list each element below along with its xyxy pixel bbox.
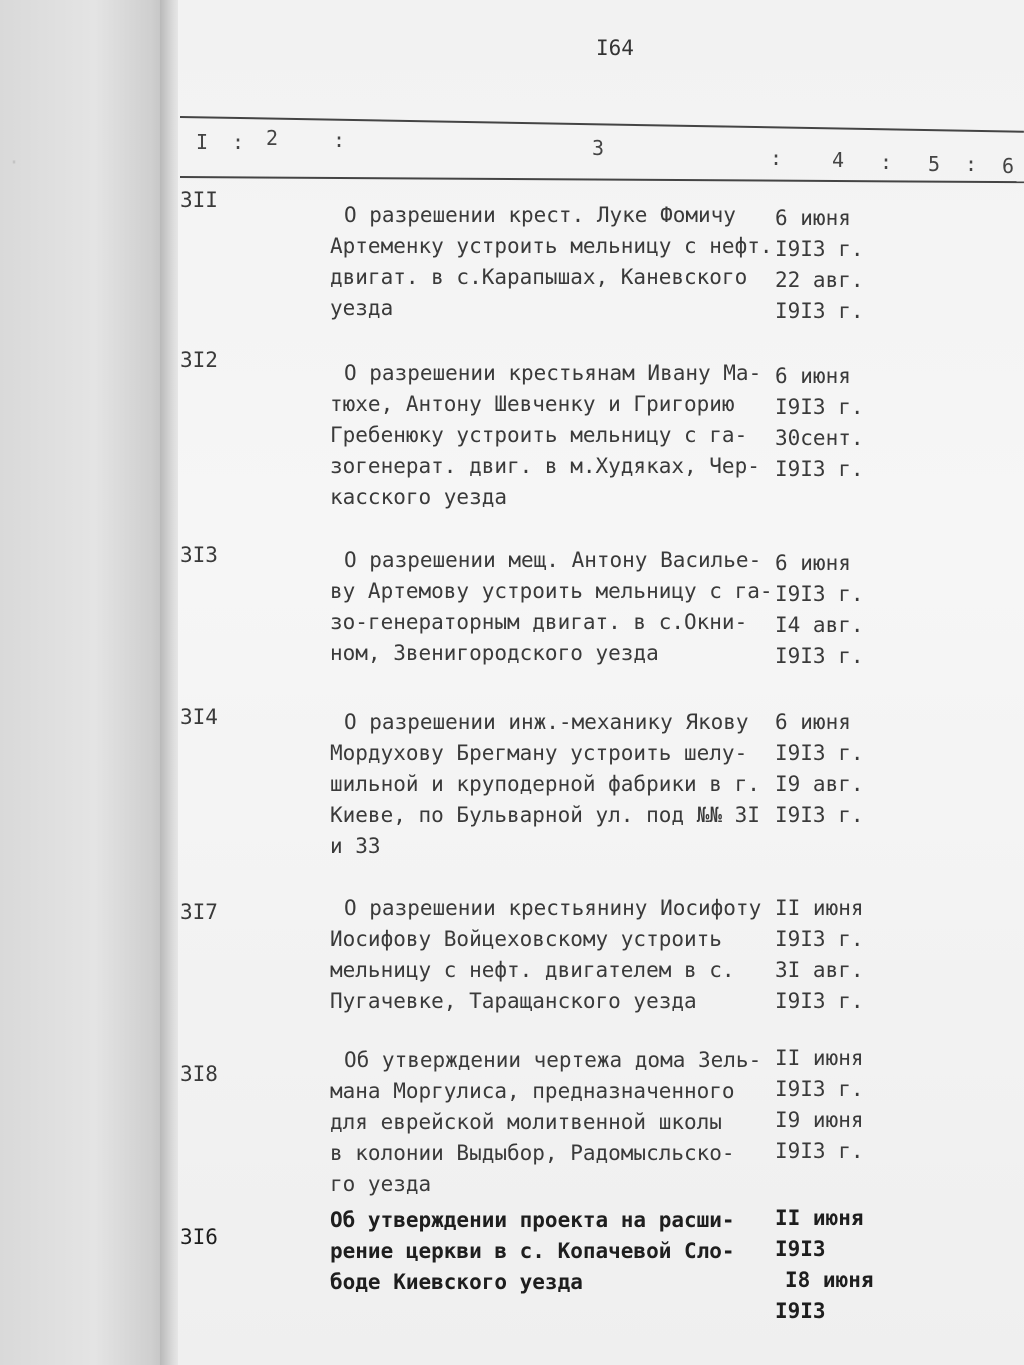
column-separator: : — [965, 152, 978, 176]
entry-text-line: боде Киевского уезда — [330, 1270, 583, 1294]
entry-date-line: I9I3 г. — [775, 299, 864, 323]
entry-text-line: го уезда — [330, 1172, 432, 1196]
entry-number: 3I2 — [180, 348, 218, 372]
entry-date-line: 6 июня — [775, 206, 851, 230]
entry-text-line: Иосифову Войцеховскому устроить — [330, 927, 722, 951]
entry-text-line: мельницу с нефт. двигателем в с. — [330, 958, 735, 982]
entry-date-line: 3I авг. — [775, 958, 864, 982]
entry-date-line: I9 июня — [775, 1108, 864, 1132]
column-header-4: 4 — [832, 148, 845, 172]
entry-text-line: О разрешении крестьянам Ивану Ма- — [344, 361, 762, 385]
entry-text-line: уезда — [330, 296, 394, 320]
entry-number: 3I8 — [180, 1062, 218, 1086]
entry-date-line: I9I3 г. — [775, 395, 864, 419]
column-header-1: I — [196, 130, 209, 154]
column-header-2: 2 — [266, 126, 279, 150]
entry-text-line: О разрешении инж.-механику Якову — [344, 710, 749, 734]
entry-text — [330, 707, 770, 862]
entry-text-line: О разрешении крестьянину Иосифоту — [344, 896, 762, 920]
column-header-5: 5 — [928, 152, 941, 176]
entry-number: 3I7 — [180, 900, 218, 924]
entry-number: 3I3 — [180, 543, 218, 567]
entry-text-line: касского уезда — [330, 485, 508, 509]
column-separator: : — [770, 146, 783, 170]
entry-date-line: I9I3 г. — [775, 1077, 864, 1101]
entry-text-line: Киеве, по Бульварной ул. под №№ 3I — [330, 803, 760, 827]
entry-dates — [775, 203, 875, 327]
column-separator: : — [880, 150, 893, 174]
column-separator: : — [333, 128, 346, 152]
entry-text — [330, 893, 770, 1017]
entry-dates — [775, 893, 875, 1017]
entry-text-line: Об утверждении чертежа дома Зель- — [344, 1048, 762, 1072]
entry-dates — [775, 707, 875, 831]
entry-number: 3I4 — [180, 705, 218, 729]
entry-text-line: Об утверждении проекта на расши- — [330, 1208, 735, 1232]
page-number: I64 — [596, 36, 634, 60]
entry-text-line: тюхе, Антону Шевченку и Григорию — [330, 392, 735, 416]
entry-date-line: I9 авг. — [775, 772, 864, 796]
entry-text-line: Мордухову Брегману устроить шелу- — [330, 741, 748, 765]
entry-dates — [775, 1203, 875, 1327]
entry-date-line: II июня — [775, 1046, 864, 1070]
entry-text — [330, 1205, 770, 1298]
entry-number: 3II — [180, 188, 218, 212]
entry-date-line: I9I3 г. — [775, 989, 864, 1013]
entry-text-line: О разрешении крест. Луке Фомичу — [344, 203, 736, 227]
entry-text-line: Артеменку устроить мельницу с нефт. — [330, 234, 773, 258]
entry-date-line: I9I3 г. — [775, 457, 864, 481]
entry-date-line: I9I3 г. — [775, 1139, 864, 1163]
bleed-through-text: · — [8, 150, 22, 174]
entry-date-line: I9I3 г. — [775, 582, 864, 606]
entry-date-line: I9I3 — [775, 1237, 826, 1261]
entry-text-line: двигат. в с.Карапышах, Каневского — [330, 265, 748, 289]
entry-date-line: I9I3 г. — [775, 803, 864, 827]
entry-text-line: Гребенюку устроить мельницу с га- — [330, 423, 748, 447]
entry-text-line: ву Артемову устроить мельницу с га- — [330, 579, 773, 603]
entry-dates — [775, 361, 875, 485]
entry-date-line: 30сент. — [775, 426, 864, 450]
entry-text-line: зогенерат. двиг. в м.Худяках, Чер- — [330, 454, 760, 478]
entry-date-line: II июня — [775, 1206, 864, 1230]
entry-text — [330, 545, 773, 669]
entry-text-line: Пугачевке, Таращанского уезда — [330, 989, 697, 1013]
entry-date-line: I9I3 г. — [775, 644, 864, 668]
entry-date-line: I9I3 г. — [775, 927, 864, 951]
entry-number: 3I6 — [180, 1225, 218, 1249]
entry-text-line: мана Моргулиса, предназначенного — [330, 1079, 735, 1103]
entry-dates — [775, 548, 875, 672]
entry-date-line: I9I3 г. — [775, 741, 864, 765]
entry-date-line: I8 июня — [785, 1268, 874, 1292]
adjacent-left-page — [0, 0, 172, 1365]
entry-dates — [775, 1043, 875, 1167]
entry-date-line: I4 авг. — [775, 613, 864, 637]
entry-text — [330, 1045, 770, 1200]
column-header-3: 3 — [592, 136, 605, 160]
entry-text — [330, 200, 773, 324]
entry-date-line: 22 авг. — [775, 268, 864, 292]
entry-text-line: ном, Звенигородского уезда — [330, 641, 659, 665]
entry-date-line: I9I3 г. — [775, 237, 864, 261]
entry-text-line: О разрешении мещ. Антону Василье- — [344, 548, 762, 572]
entry-text — [330, 358, 770, 513]
entry-text-line: для еврейской молитвенной школы — [330, 1110, 722, 1134]
entry-text-line: рение церкви в с. Копачевой Сло- — [330, 1239, 735, 1263]
entry-text-line: шильной и круподерной фабрики в г. — [330, 772, 760, 796]
entry-date-line: 6 июня — [775, 710, 851, 734]
column-separator: : — [232, 130, 245, 154]
entry-date-line: II июня — [775, 896, 864, 920]
column-header-6: 6 — [1002, 154, 1015, 178]
entry-date-line: 6 июня — [775, 551, 851, 575]
entry-text-line: в колонии Выдыбор, Радомысльско- — [330, 1141, 735, 1165]
entry-text-line: и 33 — [330, 834, 381, 858]
entry-text-line: зо-генераторным двигат. в с.Окни- — [330, 610, 748, 634]
entry-date-line: I9I3 — [775, 1299, 826, 1323]
entry-date-line: 6 июня — [775, 364, 851, 388]
